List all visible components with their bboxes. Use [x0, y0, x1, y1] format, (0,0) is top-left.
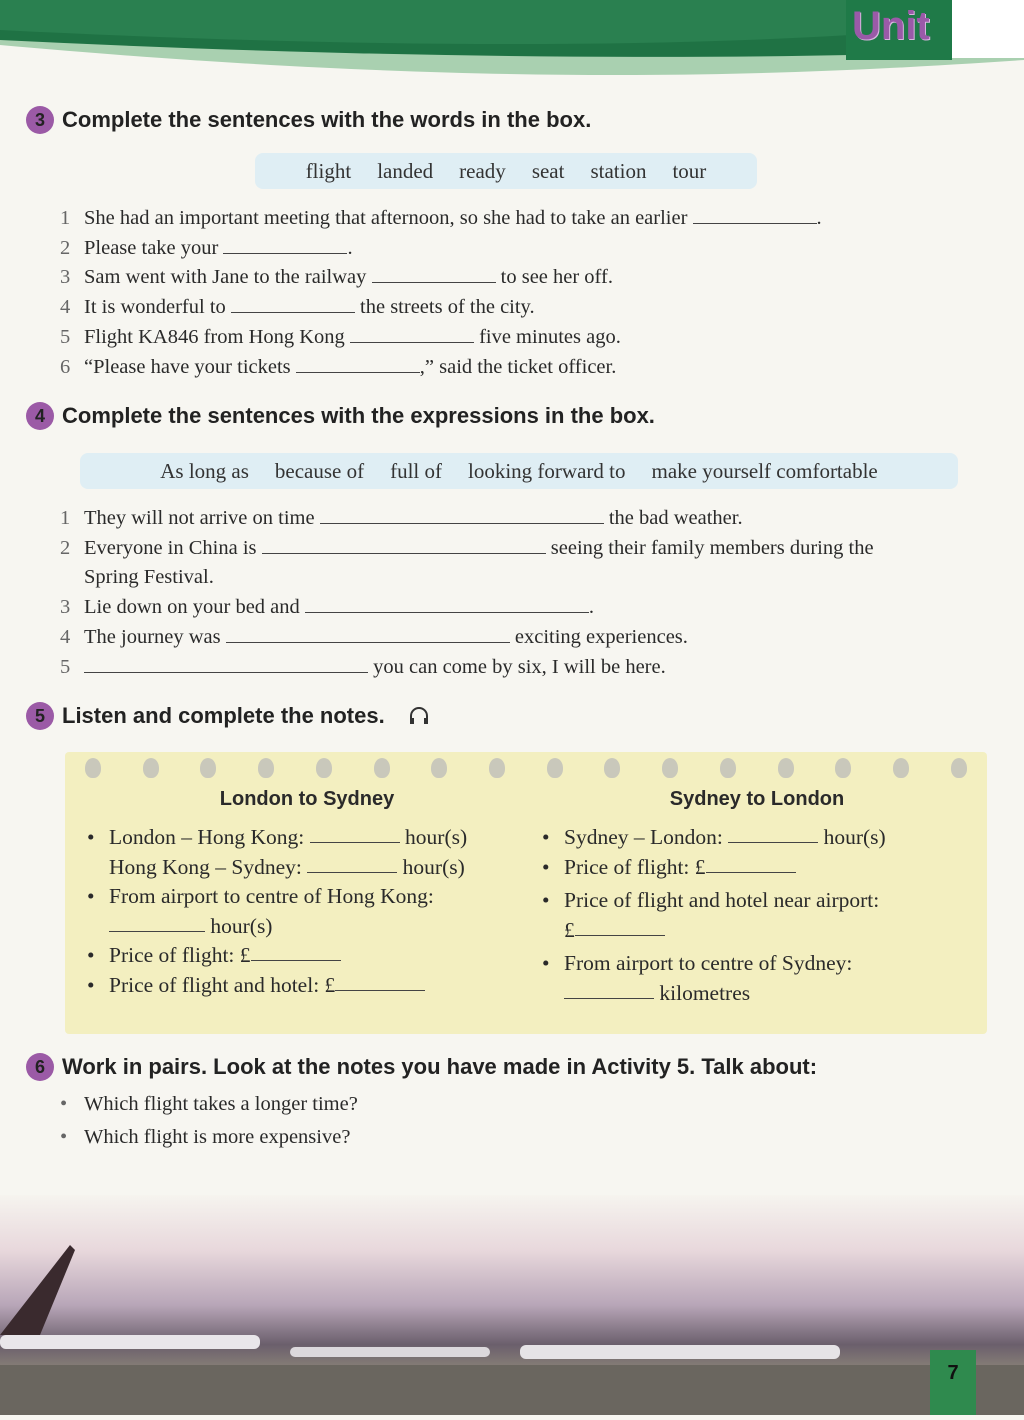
answer-blank[interactable]: [350, 323, 474, 343]
sentence-text: .: [588, 596, 595, 619]
sentence-text: to see her off.: [500, 266, 613, 289]
sentence: [60, 204, 822, 234]
sentence-text: The journey was: [84, 625, 221, 648]
item-number: 5: [60, 325, 71, 348]
answer-blank[interactable]: [310, 823, 400, 843]
word: ready: [459, 158, 506, 183]
note-text: Hong Kong – Sydney:: [109, 854, 302, 879]
word: station: [590, 158, 647, 183]
sentence: [60, 623, 874, 653]
answer-blank[interactable]: [226, 623, 510, 643]
expression: As long as: [160, 458, 249, 483]
exercise-number: 4: [26, 402, 54, 430]
exercise-number: 3: [26, 106, 54, 134]
sentence: [60, 504, 874, 534]
sentence-text: She had an important meeting that afternoon, so she had to take an earlier: [84, 207, 688, 229]
note-text: hour(s): [405, 825, 468, 849]
note-text: Price of flight: £: [564, 854, 706, 879]
exercise-5-heading: [26, 702, 431, 730]
sentence-text: ,” said the ticket officer.: [419, 355, 617, 378]
sentence: [60, 353, 822, 383]
item-number: 2: [60, 536, 71, 559]
sentence-text: It is wonderful to: [84, 296, 226, 319]
item-number: 4: [60, 625, 71, 648]
sentence-text: “Please have your tickets: [84, 355, 291, 378]
expression: because of: [274, 458, 365, 483]
answer-blank[interactable]: [693, 204, 817, 224]
exercise-number: 5: [26, 702, 54, 730]
notes-left-column: London to Sydney • London – Hong Kong: hour(s) Hong Kong – Sydney: hour(s) • From airport to centre of Hong Kong: hour(s) • Price of flight: £ • Price of flight and hotel: £: [87, 788, 527, 1000]
exercise-4-heading: [26, 402, 655, 430]
answer-blank[interactable]: [251, 941, 341, 961]
column-title: Sydney to London: [669, 788, 845, 810]
note-text: Sydney – London:: [564, 825, 723, 849]
answer-blank[interactable]: [372, 263, 496, 283]
exercise-title: Complete the sentences with the expressions in the box.: [62, 403, 655, 428]
exercise-6-heading: [26, 1053, 817, 1081]
sentence-text: Spring Festival.: [84, 566, 214, 589]
answer-blank[interactable]: [575, 916, 665, 936]
answer-blank[interactable]: [231, 293, 355, 313]
sentence: [60, 323, 822, 353]
header-corner: [952, 0, 1024, 58]
item-number: 1: [60, 507, 71, 529]
note-text: From airport to centre of Sydney:: [564, 951, 853, 975]
note-text: hour(s): [823, 825, 886, 849]
note-text: From airport to centre of Hong Kong:: [109, 884, 434, 908]
notebook-holes: [85, 758, 967, 778]
exercise-4-list: [60, 504, 874, 682]
expression: looking forward to: [468, 458, 626, 483]
answer-blank[interactable]: [296, 353, 420, 373]
sentence-text: Lie down on your bed and: [84, 596, 300, 619]
word: seat: [531, 158, 565, 183]
expression: full of: [390, 458, 443, 483]
sentence: [60, 534, 874, 564]
word: tour: [672, 158, 707, 183]
answer-blank[interactable]: [305, 593, 589, 613]
exercise-3-heading: [26, 106, 591, 134]
word: flight: [305, 158, 352, 183]
note-text: kilometres: [659, 980, 751, 1005]
answer-blank[interactable]: [307, 853, 397, 873]
sentence-text: the streets of the city.: [360, 296, 535, 319]
word: landed: [377, 158, 434, 183]
note-text: £: [564, 917, 575, 942]
answer-blank[interactable]: [223, 234, 347, 254]
sentence-text: Flight KA846 from Hong Kong: [84, 325, 345, 348]
item-number: 1: [60, 207, 71, 229]
item-number: 5: [60, 655, 71, 678]
answer-blank[interactable]: [262, 534, 546, 554]
answer-blank[interactable]: [109, 912, 205, 932]
sentence: [60, 653, 874, 683]
exercise-title: Listen and complete the notes.: [62, 703, 385, 728]
discussion-question: Which flight is more expensive?: [84, 1126, 351, 1148]
sentence-text: you can come by six, I will be here.: [373, 655, 666, 678]
note-text: London – Hong Kong:: [109, 825, 305, 849]
sentence-text: .: [347, 236, 353, 259]
notes-right-column: Sydney to London • Sydney – London: hour(s) • Price of flight: £ • Price of flight and hotel near airport: £ • From airport to centre of Sydney: kilometres: [542, 788, 972, 1008]
answer-blank[interactable]: [320, 504, 604, 524]
exercise-title: Work in pairs. Look at the notes you have made in Activity 5. Talk about:: [62, 1054, 818, 1079]
sentence: [60, 263, 822, 293]
exercise-number: 6: [26, 1053, 54, 1081]
sentence: [60, 293, 822, 323]
answer-blank[interactable]: [728, 823, 818, 843]
discussion-question: Which flight takes a longer time?: [84, 1093, 358, 1115]
exercise-3-list: [60, 204, 822, 382]
note-text: hour(s): [402, 854, 465, 879]
answer-blank[interactable]: [564, 979, 654, 999]
headphones-icon[interactable]: [407, 704, 431, 728]
sentence-text: Everyone in China is: [84, 536, 257, 559]
expression: make yourself comfortable: [651, 458, 878, 483]
sentence-text: Sam went with Jane to the railway: [84, 266, 367, 289]
answer-blank[interactable]: [335, 971, 425, 991]
sentence-text: five minutes ago.: [479, 325, 621, 348]
exercise-6-list: • Which flight takes a longer time? • Which flight is more expensive?: [60, 1088, 358, 1154]
page-number: 7: [930, 1350, 976, 1415]
note-text: Price of flight: £: [109, 943, 251, 967]
sentence-text: the bad weather.: [608, 507, 743, 529]
sentence: [60, 234, 822, 264]
sentence-continuation: [60, 563, 874, 593]
expression-box: [80, 453, 958, 489]
note-text: Price of flight and hotel: £: [109, 972, 336, 997]
sentence-text: They will not arrive on time: [84, 507, 315, 529]
note-text: hour(s): [210, 913, 273, 938]
sentence-text: seeing their family members during the: [550, 536, 874, 559]
item-number: 3: [60, 596, 71, 619]
notes-card: [65, 752, 987, 1034]
airport-photo: [0, 1195, 1024, 1415]
sentence-text: .: [816, 207, 822, 229]
word-box: [255, 153, 757, 189]
exercise-title: Complete the sentences with the words in the box.: [62, 107, 592, 132]
item-number: 3: [60, 266, 71, 289]
sentence: [60, 593, 874, 623]
note-text: Price of flight and hotel near airport:: [564, 888, 880, 912]
answer-blank[interactable]: [84, 653, 368, 673]
sentence-text: Please take your: [84, 236, 219, 259]
item-number: 2: [60, 236, 71, 259]
column-title: London to Sydney: [219, 788, 395, 810]
item-number: 4: [60, 296, 71, 319]
unit-label: Unit: [846, 0, 952, 60]
answer-blank[interactable]: [706, 853, 796, 873]
item-number: 6: [60, 355, 71, 378]
sentence-text: exciting experiences.: [514, 625, 688, 648]
